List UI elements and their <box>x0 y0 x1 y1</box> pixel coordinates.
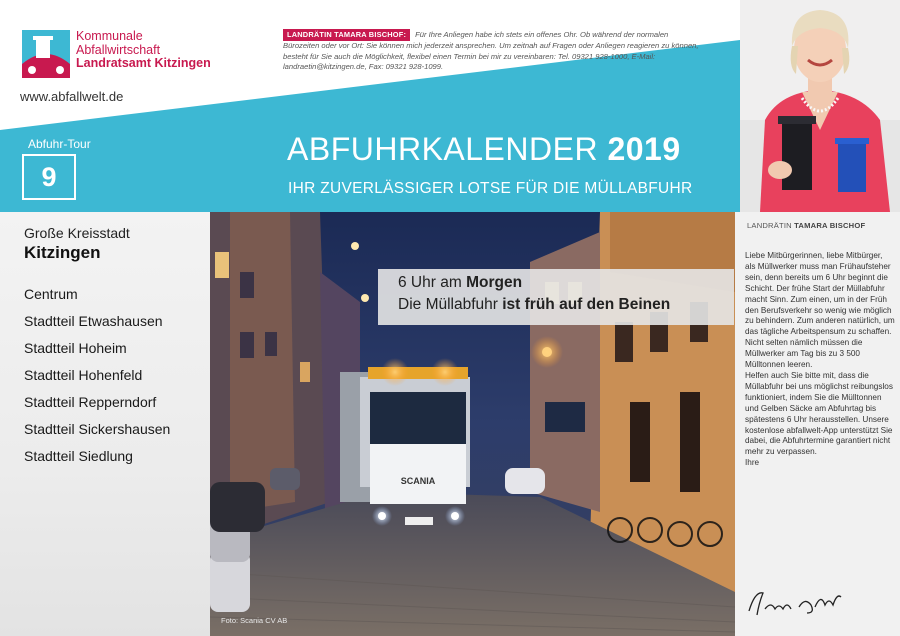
truck-brand: SCANIA <box>400 476 436 486</box>
letter-panel <box>735 212 900 636</box>
district-list <box>24 285 170 474</box>
caption-line-2-bold: ist früh auf den Beinen <box>502 296 671 313</box>
logo-line-1: Kommunale <box>76 29 143 43</box>
district-item: Stadtteil Hoheim <box>24 340 127 356</box>
caption-line-1-bold: Morgen <box>466 274 523 291</box>
page-title <box>287 131 681 168</box>
district-item: Centrum <box>24 286 78 302</box>
notice-text: Für Ihre Anliegen habe ich stets ein offenes Ohr. Ob während der normalen Bürozeiten oder vor Ort: Sie können mich jederzeit ansprechen. Um zeitnah auf Fragen oder Anliegen reagieren zu können, besteht für Sie auch die Möglichkeit, flexibel einen Termin bei mir zu vereinbaren: Tel. 09321 928-1000, E-Mail: landraetin@kitzingen.de, Fax: 09321 928-1099. <box>283 30 699 72</box>
header <box>0 0 740 130</box>
photo-caption-box <box>378 269 734 325</box>
logo-line-3: Landratsamt Kitzingen <box>76 56 211 70</box>
portrait-photo <box>740 0 900 212</box>
street-photo <box>210 212 735 636</box>
signature-icon <box>745 583 845 623</box>
caption-line-1 <box>398 274 522 292</box>
title-word: ABFUHRKALENDER <box>287 131 599 167</box>
city-prefix: Große Kreisstadt <box>24 225 130 241</box>
caption-line-2 <box>398 296 670 314</box>
letter-paragraph: als Müllwerker muss man Frühaufsteher sein, denn bereits um 6 Uhr beginnt die Schicht. Der frühe Start der Müllabfuhr macht Sinn. Zum einen, um in der Früh den Berufsverkehr so wenig wie möglich zu behindern. Zum anderen natürlich, um das tägliche Arbeitspensum zu schaffen. Nicht selten nämlich müssen die Müllwerker am Tag bis zu 3 500 Mülltonnen leeren. <box>745 261 895 370</box>
tour-number: 9 <box>22 154 76 200</box>
district-item: Stadtteil Repperndorf <box>24 394 157 410</box>
logo-icon <box>22 30 70 78</box>
letter-paragraph: Liebe Mitbürgerinnen, liebe Mitbürger, <box>745 251 883 260</box>
logo-text <box>76 30 211 71</box>
district-item: Stadtteil Sickershausen <box>24 421 171 437</box>
letter-body <box>745 251 895 469</box>
location-panel <box>0 212 210 636</box>
page-subtitle: IHR ZUVERLÄSSIGER LOTSE FÜR DIE MÜLLABFUHR <box>288 180 693 197</box>
logo-line-2: Abfallwirtschaft <box>76 42 161 57</box>
district-item: Stadtteil Etwashausen <box>24 313 163 329</box>
district-item: Stadtteil Hohenfeld <box>24 367 143 383</box>
tour-label: Abfuhr-Tour <box>28 137 91 151</box>
notice-box <box>283 29 703 73</box>
title-year: 2019 <box>607 131 681 167</box>
caption-line-2-text: Die Müllabfuhr <box>398 296 498 313</box>
portrait-image <box>740 0 900 212</box>
letter-heading-prefix: LANDRÄTIN <box>747 221 792 230</box>
letter-heading-name: TAMARA BISCHOF <box>794 221 866 230</box>
photo-credit: Foto: Scania CV AB <box>221 616 288 625</box>
district-item: Stadtteil Siedlung <box>24 448 133 464</box>
notice-badge: LANDRÄTIN TAMARA BISCHOF: <box>283 29 410 41</box>
caption-line-1-text: 6 Uhr am <box>398 274 462 291</box>
city-name: Kitzingen <box>24 243 101 262</box>
website-link[interactable]: www.abfallwelt.de <box>20 89 124 104</box>
letter-paragraph: Ihre <box>745 458 760 468</box>
letter-heading <box>747 221 865 230</box>
letter-paragraph: Helfen auch Sie bitte mit, dass die Müllabfuhr bei uns möglichst reibungslos funktioniert, indem Sie die Mülltonnen und Gelben Säcke am Abfuhrtag bis spätestens 6 Uhr herausstellen. Unsere kostenlose abfallwelt-App unterstützt Sie dabei, die Abfuhrtermine garantiert nicht mehr zu verpassen. <box>745 370 893 457</box>
